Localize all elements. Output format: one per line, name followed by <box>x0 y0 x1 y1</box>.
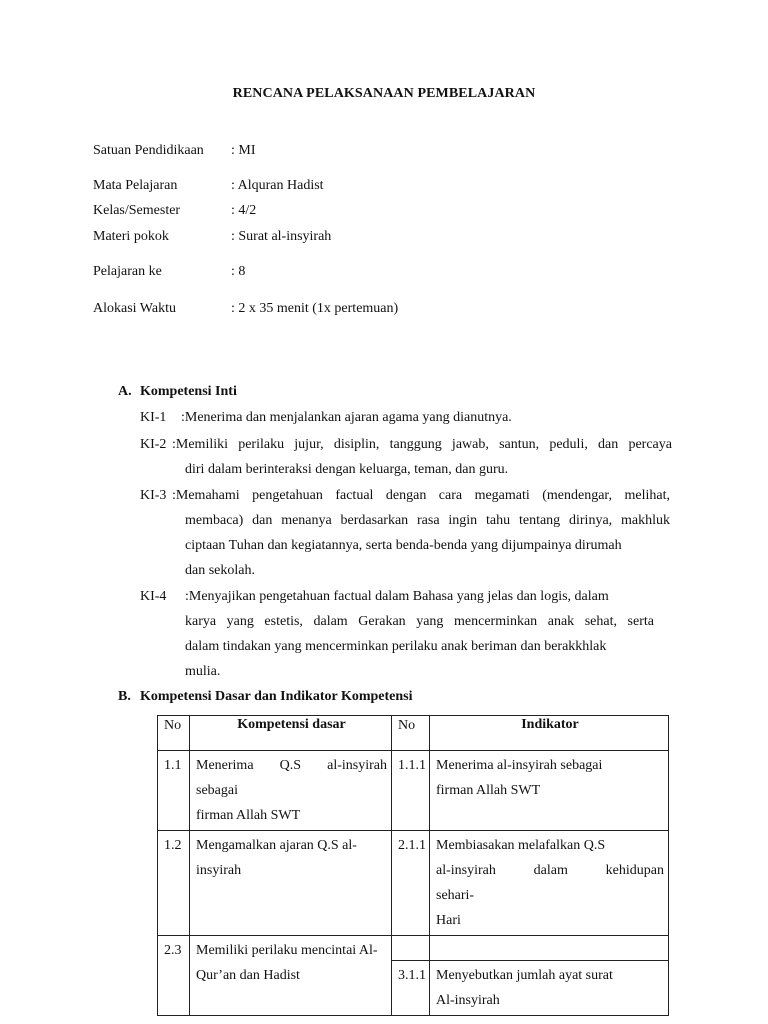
cell-line: firman Allah SWT <box>196 808 301 823</box>
section-b-letter: B. <box>118 689 131 704</box>
cell-line: sebagai <box>196 783 238 798</box>
identity-label-mapel: Mata Pelajaran <box>93 178 178 193</box>
cell-line: Membiasakan melafalkan Q.S <box>436 838 606 853</box>
identity-label-kelas: Kelas/Semester <box>93 203 181 218</box>
section-a-title: Kompetensi Inti <box>140 384 237 399</box>
identity-label-pelajaran: Pelajaran ke <box>93 264 162 279</box>
identity-value-satuan: : MI <box>231 143 256 158</box>
header-indikator: Indikator <box>430 716 669 751</box>
ki-code: KI-4 <box>140 589 167 604</box>
cell-no: 2.3 <box>158 936 190 1016</box>
ki-line: karya yang estetis, dalam Gerakan yang mencerminkan anak sehat, serta <box>185 614 654 629</box>
section-b-title: Kompetensi Dasar dan Indikator Kompetensi <box>140 689 413 704</box>
header-kompetensi-dasar: Kompetensi dasar <box>190 716 392 751</box>
table-row <box>158 831 669 936</box>
table-row <box>158 751 669 831</box>
ki-code: KI-1 <box>140 410 167 425</box>
cell-line: Al-insyirah <box>436 993 500 1008</box>
cell-no: 1.1 <box>158 751 190 831</box>
identity-value-mapel: : Alquran Hadist <box>231 178 324 193</box>
ki-line: dalam tindakan yang mencerminkan perilaku anak beriman dan berakkhlak <box>185 639 607 654</box>
ki-code: KI-2 <box>140 437 167 452</box>
cell-kompetensi <box>190 751 392 831</box>
header-no: No <box>158 716 190 751</box>
cell-line: firman Allah SWT <box>436 783 541 798</box>
ki-code: KI-3 <box>140 488 167 503</box>
competency-table <box>157 715 669 1016</box>
section-a-letter: A. <box>118 384 132 399</box>
identity-label-materi: Materi pokok <box>93 229 169 244</box>
ki-line: ciptaan Tuhan dan kegiatannya, serta benda-benda yang dijumpainya dirumah <box>185 538 622 553</box>
identity-value-materi: : Surat al-insyirah <box>231 229 332 244</box>
page-title: RENCANA PELAKSANAAN PEMBELAJARAN <box>232 86 536 101</box>
identity-label-alokasi: Alokasi Waktu <box>93 301 176 316</box>
cell-no: 1.2 <box>158 831 190 936</box>
cell-line: Hari <box>436 913 461 928</box>
ki-line: mulia. <box>185 664 221 679</box>
cell-indikator <box>430 936 669 961</box>
cell-no-indikator: 2.1.1 <box>392 831 430 936</box>
cell-line: Menerima al-insyirah sebagai <box>436 758 603 773</box>
identity-value-kelas: : 4/2 <box>231 203 257 218</box>
ki-line: :Menyajikan pengetahuan factual dalam Bahasa yang jelas dan logis, dalam <box>185 589 609 604</box>
cell-indikator <box>430 961 669 1016</box>
cell-line: al-insyirah dalam kehidupan <box>436 863 664 878</box>
identity-value-pelajaran: : 8 <box>231 264 246 279</box>
ki-line: :Menerima dan menjalankan ajaran agama yang dianutnya. <box>181 410 512 425</box>
cell-no-indikator: 3.1.1 <box>392 961 430 1016</box>
cell-line: Memiliki perilaku mencintai Al- <box>196 943 378 958</box>
cell-kompetensi <box>190 831 392 936</box>
identity-value-alokasi: : 2 x 35 menit (1x pertemuan) <box>231 301 399 316</box>
table-header-row <box>158 716 669 751</box>
cell-line: Menyebutkan jumlah ayat surat <box>436 968 613 983</box>
cell-line: Menerima Q.S al-insyirah <box>196 758 387 773</box>
cell-no-indikator <box>392 936 430 961</box>
cell-indikator <box>430 751 669 831</box>
cell-no-indikator: 1.1.1 <box>392 751 430 831</box>
cell-line: insyirah <box>196 863 242 878</box>
cell-line: Mengamalkan ajaran Q.S al- <box>196 838 357 853</box>
ki-line: diri dalam berinteraksi dengan keluarga, teman, dan guru. <box>185 462 509 477</box>
cell-line: sehari- <box>436 888 475 903</box>
ki-line: membaca) dan menanya berdasarkan rasa ingin tahu tentang dirinya, makhluk <box>185 513 670 528</box>
ki-line: :Memiliki perilaku jujur, disiplin, tanggung jawab, santun, peduli, dan percaya <box>172 437 672 452</box>
cell-indikator <box>430 831 669 936</box>
table-row <box>158 936 669 961</box>
ki-line: :Memahami pengetahuan factual dengan cara megamati (mendengar, melihat, <box>172 488 670 503</box>
cell-kompetensi <box>190 936 392 1016</box>
cell-line: Qur’an dan Hadist <box>196 968 300 983</box>
header-no-indikator: No <box>392 716 430 751</box>
ki-line: dan sekolah. <box>185 563 255 578</box>
identity-label-satuan: Satuan Pendidikaan <box>93 143 204 158</box>
